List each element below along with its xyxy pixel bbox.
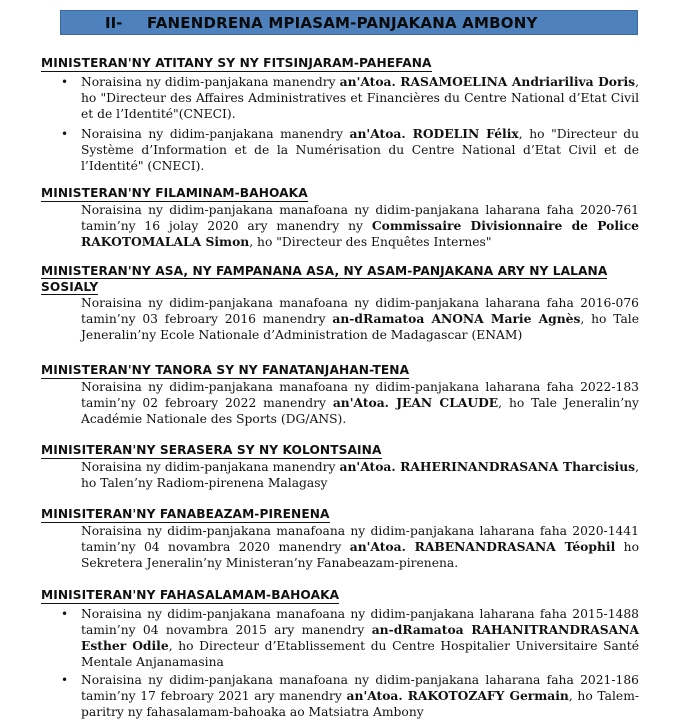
- section-tanora: [41, 359, 639, 427]
- section-fahasalamam: [41, 584, 639, 720]
- section-heading: MINISTERAN'NY ATITANY SY NY FITSINJARAM-PAHEFANA: [41, 56, 432, 70]
- item-name: an'Atoa. RODELIN Félix: [349, 126, 519, 141]
- paragraph: [81, 379, 639, 427]
- paragraph: [81, 459, 639, 491]
- item-text: Noraisina ny didim-panjakana manafoana ny didim-panjakana laharana faha 2021-186 tamin’ny 17 febroary 2021 ary manendry: [81, 673, 639, 703]
- section-fanabeazam: [41, 503, 639, 571]
- item-name: an'Atoa. RAKOTOZAFY Germain: [346, 688, 569, 703]
- section-heading: MINISITERAN'NY FANABEAZAM-PIRENENA: [41, 507, 330, 521]
- item-text: Noraisina ny didim-panjakana manafoana ny didim-panjakana laharana faha 2015-1488 tamin’ny 04 novambra 2015 ary manendry: [81, 607, 639, 637]
- section-number: II-: [105, 13, 123, 32]
- paragraph: [81, 295, 639, 343]
- item-text: , ho "Directeur des Affaires Administratives et Financières du Centre National d’Etat Civil et de l’Identité"(CNECI).: [81, 75, 639, 121]
- list-item: [61, 606, 639, 670]
- para-text: , ho "Directeur des Enquêtes Internes": [249, 235, 492, 249]
- item-text: , ho "Directeur du Système d’Information et de la Numérisation du Centre National d’Etat Civil et de l’Identité" (CNECI).: [81, 127, 639, 173]
- para-text: Noraisina ny didim-panjakana manafoana ny didim-panjakana laharana faha 2016-076 tamin’ny 03 febroary 2016 manendry: [81, 296, 639, 326]
- para-text: , ho Tale Jeneralin’ny Académie Nationale des Sports (DG/ANS).: [81, 396, 639, 426]
- section-heading: MINISTERAN'NY FILAMINAM-BAHOAKA: [41, 186, 308, 200]
- heading-line: MINISTERAN'NY ASA, NY FAMPANANA ASA, NY ASAM-PANJAKANA ARY NY LALANA: [41, 264, 608, 278]
- list-item: [61, 672, 640, 720]
- para-name: an'Atoa. JEAN CLAUDE: [332, 395, 499, 410]
- item-name: an'Atoa. RASAMOELINA Andriariliva Doris: [339, 74, 636, 89]
- section-atitany: [41, 52, 639, 174]
- paragraph: [81, 202, 639, 250]
- list-item: [61, 126, 639, 174]
- bullet-icon: •: [61, 127, 69, 141]
- item-text: , ho Directeur d’Etablissement du Centre Hospitalier Universitaire Santé Mentale Anjanamasina: [81, 639, 639, 669]
- bullet-icon: •: [61, 607, 69, 621]
- para-text: ho Sekretera Jeneralin’ny Ministeran’ny Fanabeazam-pirenena.: [81, 540, 640, 570]
- section-heading: [41, 263, 639, 295]
- section-heading: MINISTERAN'NY TANORA SY NY FANATANJAHAN-TENA: [41, 363, 410, 377]
- item-text: Noraisina ny didim-panjakana manendry: [81, 127, 350, 141]
- paragraph: [81, 523, 639, 571]
- list-item: [61, 74, 639, 122]
- para-name: an'Atoa. RABENANDRASANA Téophil: [349, 539, 616, 554]
- section-asa: [41, 263, 639, 343]
- section-banner: [60, 10, 638, 35]
- item-text: , ho Talem-paritry ny fahasalamam-bahoaka ao Matsiatra Ambony: [81, 689, 640, 719]
- para-text: Noraisina ny didim-panjakana manafoana ny didim-panjakana laharana faha 2020-1441 tamin’ny 04 novambra 2020 manendry: [81, 524, 639, 554]
- section-title: FANENDRENA MPIASAM-PANJAKANA AMBONY: [147, 13, 538, 32]
- heading-line: SOSIALY: [41, 280, 99, 294]
- bullet-icon: •: [61, 673, 69, 687]
- para-name: an-dRamatoa ANONA Marie Agnès: [332, 311, 581, 326]
- para-text: , ho Talen’ny Radiom-pirenena Malagasy: [81, 460, 639, 490]
- para-name: Commissaire Divisionnaire de Police RAKOTOMALALA Simon: [81, 218, 640, 249]
- section-filaminam: [41, 182, 639, 250]
- item-name: an-dRamatoa RAHANITRANDRASANA Esther Odile: [81, 622, 639, 653]
- para-text: , ho Tale Jeneralin’ny Ecole Nationale d’Administration de Madagascar (ENAM): [81, 312, 639, 342]
- para-text: Noraisina ny didim-panjakana manendry: [81, 460, 340, 474]
- para-text: Noraisina ny didim-panjakana manafoana ny didim-panjakana laharana faha 2020-761 tamin’ny 16 jolay 2020 ary manendry ny: [81, 203, 639, 233]
- section-heading: MINISITERAN'NY FAHASALAMAM-BAHOAKA: [41, 588, 340, 602]
- item-text: Noraisina ny didim-panjakana manendry: [81, 75, 340, 89]
- para-text: Noraisina ny didim-panjakana manafoana ny didim-panjakana laharana faha 2022-183 tamin’ny 02 febroary 2022 manendry: [81, 380, 639, 410]
- para-name: an'Atoa. RAHERINANDRASANA Tharcisius: [339, 459, 636, 474]
- bullet-icon: •: [61, 75, 69, 89]
- section-heading: MINISITERAN'NY SERASERA SY NY KOLONTSAINA: [41, 443, 382, 457]
- section-serasera: [41, 439, 639, 491]
